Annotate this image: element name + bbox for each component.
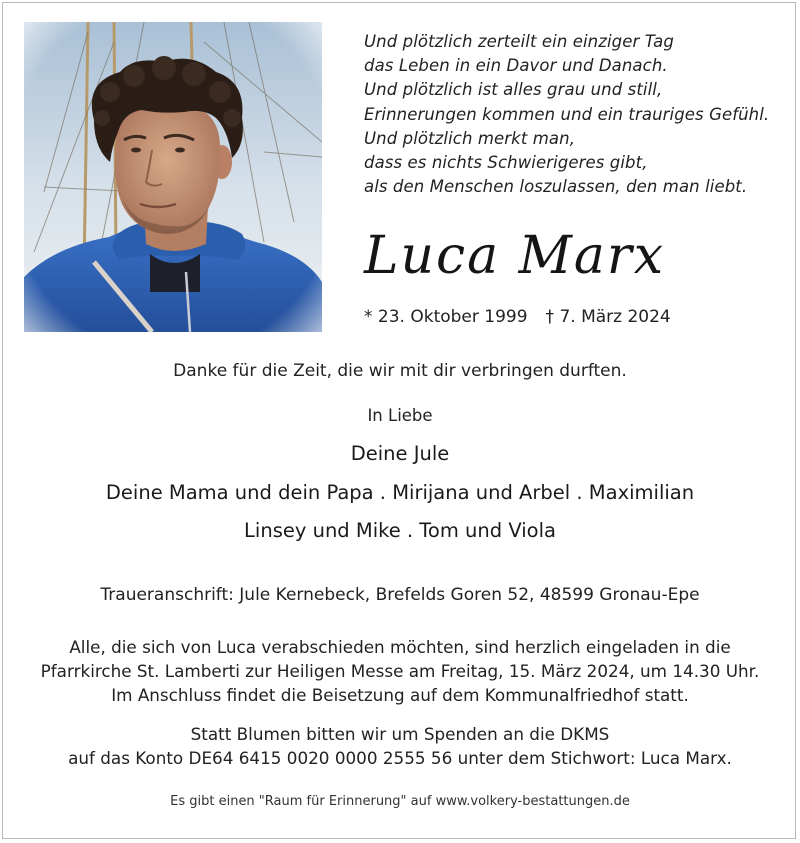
- death-date: † 7. März 2024: [545, 307, 671, 327]
- birth-date: * 23. Oktober 1999: [364, 307, 528, 327]
- thanks-text: Danke für die Zeit, die wir mit dir verbringen durften.: [173, 361, 627, 381]
- memorial-website-note: Es gibt einen "Raum für Erinnerung" auf www.volkery-bestattungen.de: [170, 794, 630, 809]
- poem-line: Und plötzlich merkt man,: [364, 128, 576, 148]
- mourner-line: Deine Jule: [350, 442, 450, 465]
- deceased-name: Luca Marx: [364, 226, 666, 286]
- poem-line: Erinnerungen kommen und ein trauriges Gefühl.: [364, 104, 770, 124]
- portrait-photo: [24, 22, 322, 332]
- donation-info-line: Statt Blumen bitten wir um Spenden an die DKMS: [190, 724, 610, 744]
- memorial-poem: [364, 30, 784, 199]
- service-info-line: Pfarrkirche St. Lamberti zur Heiligen Messe am Freitag, 15. März 2024, um 14.30 Uhr.: [40, 661, 760, 681]
- poem-line: als den Menschen loszulassen, den man liebt.: [364, 177, 748, 197]
- service-info-line: Alle, die sich von Luca verabschieden möchten, sind herzlich eingeladen in die: [69, 637, 731, 657]
- poem-line: Und plötzlich zerteilt ein einziger Tag: [364, 32, 674, 51]
- mourner-line: Deine Mama und dein Papa . Mirijana und Arbel . Maximilian: [105, 481, 695, 504]
- mourner-line: Linsey und Mike . Tom und Viola: [244, 519, 556, 542]
- poem-line: Und plötzlich ist alles grau und still,: [364, 80, 663, 100]
- donation-info-line: auf das Konto DE64 6415 0020 0000 2555 56 unter dem Stichwort: Luca Marx.: [68, 748, 732, 768]
- poem-line: das Leben in ein Davor und Danach.: [364, 56, 668, 76]
- service-info-line: Im Anschluss findet die Beisetzung auf dem Kommunalfriedhof statt.: [111, 685, 689, 705]
- life-dates: [364, 304, 671, 330]
- poem-line: dass es nichts Schwierigeres gibt,: [364, 153, 648, 173]
- condolence-address: Traueranschrift: Jule Kernebeck, Brefelds Goren 52, 48599 Gronau-Epe: [100, 585, 700, 605]
- in-love-text: In Liebe: [367, 406, 433, 425]
